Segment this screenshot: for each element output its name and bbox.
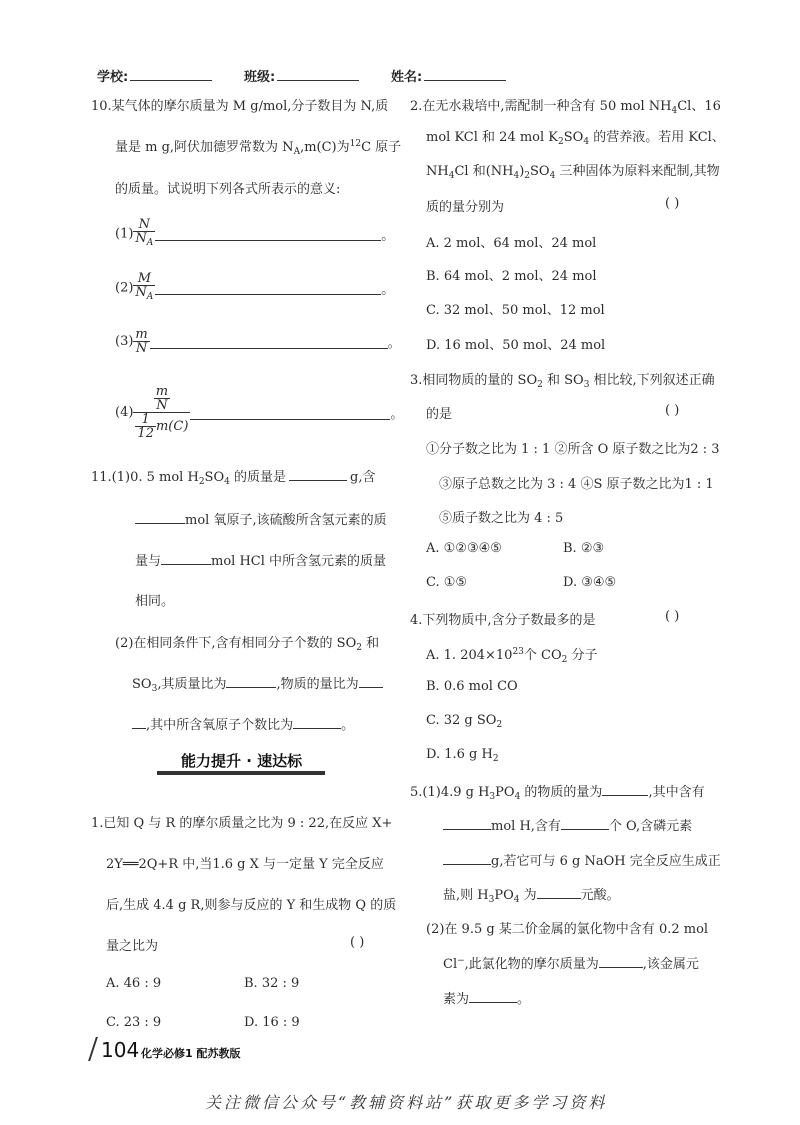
q1-line3: 后,生成 4.4 g R,则参与反应的 Y 和生成物 Q 的质	[106, 898, 397, 913]
q1-option-a: A. 46 : 9	[106, 976, 162, 991]
q4-line1: 4.下列物质中,含分子数最多的是	[410, 613, 596, 628]
book-title: 化学必修1 配苏教版	[141, 1047, 241, 1060]
q10-line1: 10.某气体的摩尔质量为 M g/mol,分子数目为 N,质	[91, 99, 389, 114]
q3-statement-3: ⑤质子数之比为 4 : 5	[439, 511, 564, 526]
q1-answer-paren: ( )	[350, 935, 365, 950]
q5-line3: g,若它可与 6 g NaOH 完全反应生成正	[443, 850, 721, 869]
page-number: 104	[101, 1038, 140, 1062]
q1-option-b: B. 32 : 9	[244, 976, 300, 991]
watermark-text: 关注微信公众号“教辅资料站”获取更多学习资料	[205, 1093, 608, 1112]
q5-line1: 5.(1)4.9 g $H_3PO_4$ 的物质的量为 ,其中含有	[410, 781, 705, 802]
q2-option-b: B. 64 mol、2 mol、24 mol	[426, 269, 597, 284]
q3-option-d: D. ③④⑤	[563, 575, 617, 590]
q1-line1: 1.已知 Q 与 R 的摩尔质量之比为 9 : 22,在反应 X+	[91, 816, 393, 831]
q5-line6: Cl−,此氯化物的摩尔质量为 ,该金属元	[443, 956, 699, 972]
q4-option-d: D. 1.6 g $H_2$	[426, 747, 499, 764]
q3-option-c: C. ①⑤	[426, 575, 468, 590]
q2-option-d: D. 16 mol、50 mol、24 mol	[426, 338, 606, 353]
q5-line5: (2)在 9.5 g 某二价金属的氯化物中含有 0.2 mol	[426, 922, 709, 937]
q2-option-a: A. 2 mol、64 mol、24 mol	[426, 236, 597, 251]
q2-line2: mol KCl 和 24 mol $K_2SO_4$ 的营养液。若用 KCl、	[426, 130, 725, 147]
q1-option-d: D. 16 : 9	[244, 1015, 300, 1030]
q10-item1: (1) $\frac{N}{N_A}$ 。	[115, 217, 395, 248]
q2-line4: 质的量分别为	[426, 200, 505, 215]
q3-answer-paren: ( )	[665, 403, 680, 418]
q10-line3: 的质量。试说明下列各式所表示的意义:	[115, 182, 341, 197]
q3-line2: 的是	[426, 407, 453, 422]
q11-line5: (2)在相同条件下,含有相同分子个数的 $SO_2$ 和	[115, 636, 380, 653]
q5-line4: 盐,则 $H_3PO_4$ 为 元酸。	[443, 884, 620, 905]
q11-line7: ,其中所含氧原子个数比为 。	[132, 714, 354, 733]
q2-line3: $NH_4Cl$ 和$(NH_4)_2SO_4$ 三种固体为原料来配制,其物	[426, 164, 720, 181]
class-label: 班级:	[244, 66, 359, 85]
section-underline	[157, 771, 325, 775]
q2-line1: 2.在无水栽培中,需配制一种含有 50 mol $NH_4Cl$、16	[410, 99, 721, 116]
q1-line4: 量之比为	[106, 939, 159, 954]
q5-line2: mol H,含有 个 O,含磷元素	[443, 815, 692, 834]
q1-option-c: C. 23 : 9	[106, 1015, 162, 1030]
q11-line1: 11.(1)0. 5 mol $H_2SO_4$ 的质量是 g,含	[91, 466, 375, 487]
q11-line6: $SO_3$,其质量比为 ,物质的量比为	[132, 673, 383, 694]
q3-option-a: A. ①②③④⑤	[426, 541, 502, 556]
q10-item4: (4) $\frac{m}{N}$ $\frac{1}{12}$ m(C) 。	[115, 384, 404, 441]
q11-line4: 相同。	[135, 594, 175, 609]
school-label: 学校:	[97, 66, 212, 85]
section-title: 能力提升 · 速达标	[181, 752, 303, 770]
q5-line7: 素为 。	[443, 988, 530, 1007]
q1-line2: 2Y══2Q+R 中,当1.6 g X 与一定量 Y 完全反应	[106, 857, 384, 872]
q3-line1: 3.相同物质的量的 $SO_2$ 和 $SO_3$ 相比较,下列叙述正确	[410, 373, 715, 390]
footer-slash	[88, 1037, 98, 1061]
q4-answer-paren: ( )	[665, 609, 680, 624]
q4-option-c: C. 32 g $SO_2$	[426, 713, 503, 730]
q10-line2: 量是 m g,阿伏加德罗常数为 $N_A,m(C)$为$^{12}$C 原子	[115, 139, 402, 157]
q10-item2: (2) $\frac{M}{N_A}$ 。	[115, 271, 395, 302]
q4-option-b: B. 0.6 mol CO	[426, 679, 518, 694]
q10-item3: (3) $\frac{m}{N}$ 。	[115, 327, 401, 356]
q3-statement-1: ①分子数之比为 1 : 1 ②所含 O 原子数之比为2 : 3	[426, 442, 720, 457]
name-label: 姓名:	[391, 66, 506, 85]
q4-option-a: A. 1. $204\times 10^{23}$个 $CO_2$ 分子	[426, 647, 598, 665]
q11-line2: mol 氧原子,该硫酸所含氢元素的质	[135, 509, 387, 528]
q2-answer-paren: ( )	[665, 196, 680, 211]
q3-option-b: B. ②③	[563, 541, 605, 556]
q11-line3: 量与 mol HCl 中所含氢元素的质量	[135, 550, 386, 569]
q3-statement-2: ③原子总数之比为 3 : 4 ④S 原子数之比为1 : 1	[439, 477, 714, 492]
q2-option-c: C. 32 mol、50 mol、12 mol	[426, 303, 605, 318]
